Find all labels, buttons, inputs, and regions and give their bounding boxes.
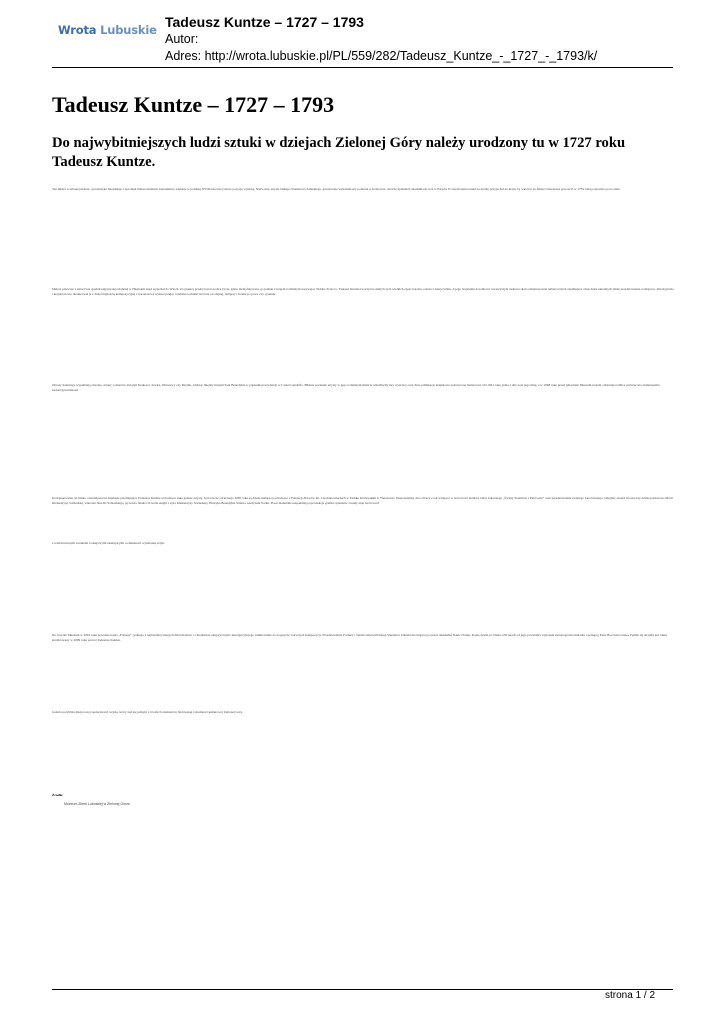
footer-divider [52,989,673,990]
article-paragraph: Obrazy Kuntzego wypełniają obecnie, ściany i ołtarzów świątyń Krakowa, Kocka, Warszawy czy Rzymu, zdobiąc między innymi Sant Benedykta w papieskiej rezydencji w Castel Gandolfo. Bliższe poznanie artysty w jego rodzinnym mieście umożliwiły trzy wystawy oraz dwie publikacje książkowe poświęcone malarzowi. Od 1941 roku jedna z ulic nosi jego imię, a w 1998 roku przed gmachem Muzeum została odsłonięta tablica poświęcona zasłużonemu zielonogórzaninowi. [52,383,660,392]
page-header [52,14,672,67]
header-address: Adres: http://wrota.lubuskie.pl/PL/559/282/Tadeusz_Kuntze_-_1727_-_1793/k/ [165,48,598,63]
article-paragraph: z wielobarwnymi scenkami rodzajowymi ukazującymi codzienność wynalazkę sztyk. [52,541,165,545]
logo-text-wrota: Wrota [58,23,101,37]
article-paragraph: Malarz pierwsze z której lata spędził najprawdopodobniej w Hiszpanii skąd wyjechał do Włoch. Za granicą przebywał do końca życia, gdzie identyfikowano go jednak z krajem rodzinnym nazywając Taddeo Polacco. Tadeusz Kuntze tworzył na dużych tych wielkich epok: barokn, rokoko i klasycyzmu. A jego bogatemu dorobkowi towarzyszyła ciekawa skala zainteresowań tematycznych obejmująca obok dzieł sakralnych także przedstawienia rodzajowe, mitologiczne i krajobrazowe. Realizował je z dużą biegłością kompozycyjną i warsztatową wykorzystując rozmaite techniki twórcze od olejnej, tempery i fresku po prace czy rysunek. [52,287,674,296]
article-paragraph: Na obecnie Muzeum w 2002 roku powstała kopia „Fortuny”, jednego z najbardziej znanych dzieł malarza o charakterze alegorycznym, ukazującym jego zamiłowanie do bogatych i barwnych kompozycji. Przedstawienia Fortuny i Sztuki zamówił biskup Stanisław Załuski dla mającej powstać Akademii Nauk i Sztuk. Kopię dzieła po blisko 250 latach od jego powstania wykonała zielonogórska malarka i pedagog Irena Borowiecowska. Pędzlu tej artystki jest także zrealizowany w 2009 roku portret Tadeusza Kuntze. [52,633,668,642]
article-lead: Do najwybitniejszych ludzi sztuki w dziejach Zielonej Góry należy urodzony tu w 1727 roku Tadeusz Kuntze. [52,135,626,170]
article-heading: Tadeusz Kuntze – 1727 – 1793 [52,92,335,117]
page-number: strona 1 / 2 [605,990,656,1001]
sources-label: Źródło: [52,793,64,797]
article-paragraph: Kontynuowanie od blisko czterdziestu lat działanie przemijające Tadeusza Kuntze wchodzące stałe galerie artysty. Jej twórcze od którego 2005 roku są dzieła malarza pochodzące z Fundacji Zbiorów im. Czechanowieckich w Zamku Królewskim w Warszawie. Eksponujemy dwa obrazy z tak wstające w twórczości malarza nurtu zakonnego „Święty Stanisław i Piotrowin” oraz przedstawienie świętego Jana Kantego. Odrębny zespół tworzą trzy dzieła portretowe Marii Klementyny Sobieskiej, wnuczki Jana III Sobieskiego, jej teścia Jakuba II, króla Anglii i syna Klementyny Sobieskiej, Henryka Benedykta Stuarta, kardynała Yorku. Prace malarskie uzupełniają reprodukcje grafiki rysunków zostały etap twórczości [52,496,673,505]
article-paragraph: Galeria przybliża miejscowej społeczności artystę, który stał się jednym z trwałych elementów budowanej tożsamości kulturowej Zielonej Góry. [52,710,243,714]
wrota-lubuskie-logo [58,23,157,37]
header-divider [52,67,673,68]
article-paragraph: Ten mistrz i cenionej malarz, syn muzyka miejskiego i potomek mieszczańskich zakonników zapisuje w polskiej XVIII-wiecznej sztuce pozycję wybitną. Nadworny artysta biskupa Stanisława Załuskiego, gruntownie wykształcony pobierał w Krakowie, dwóch rzymskich akademiach oraz w Paryżu. Po ukończeniu nauki na krótko przyjechał do kraju, by wkrótce po śmierci mecenasa powrócić w 1759 roku ponownie go na stałe. [52,187,621,191]
header-title: Tadeusz Kuntze – 1727 – 1793 [165,14,364,30]
sources-item: Muzeum Ziemi Lubuskiej w Zielonej Górze [64,802,130,806]
header-author: Autor: [165,32,199,46]
header-info [165,14,597,64]
logo-text-lubuskie: Lubuskie [100,23,157,37]
